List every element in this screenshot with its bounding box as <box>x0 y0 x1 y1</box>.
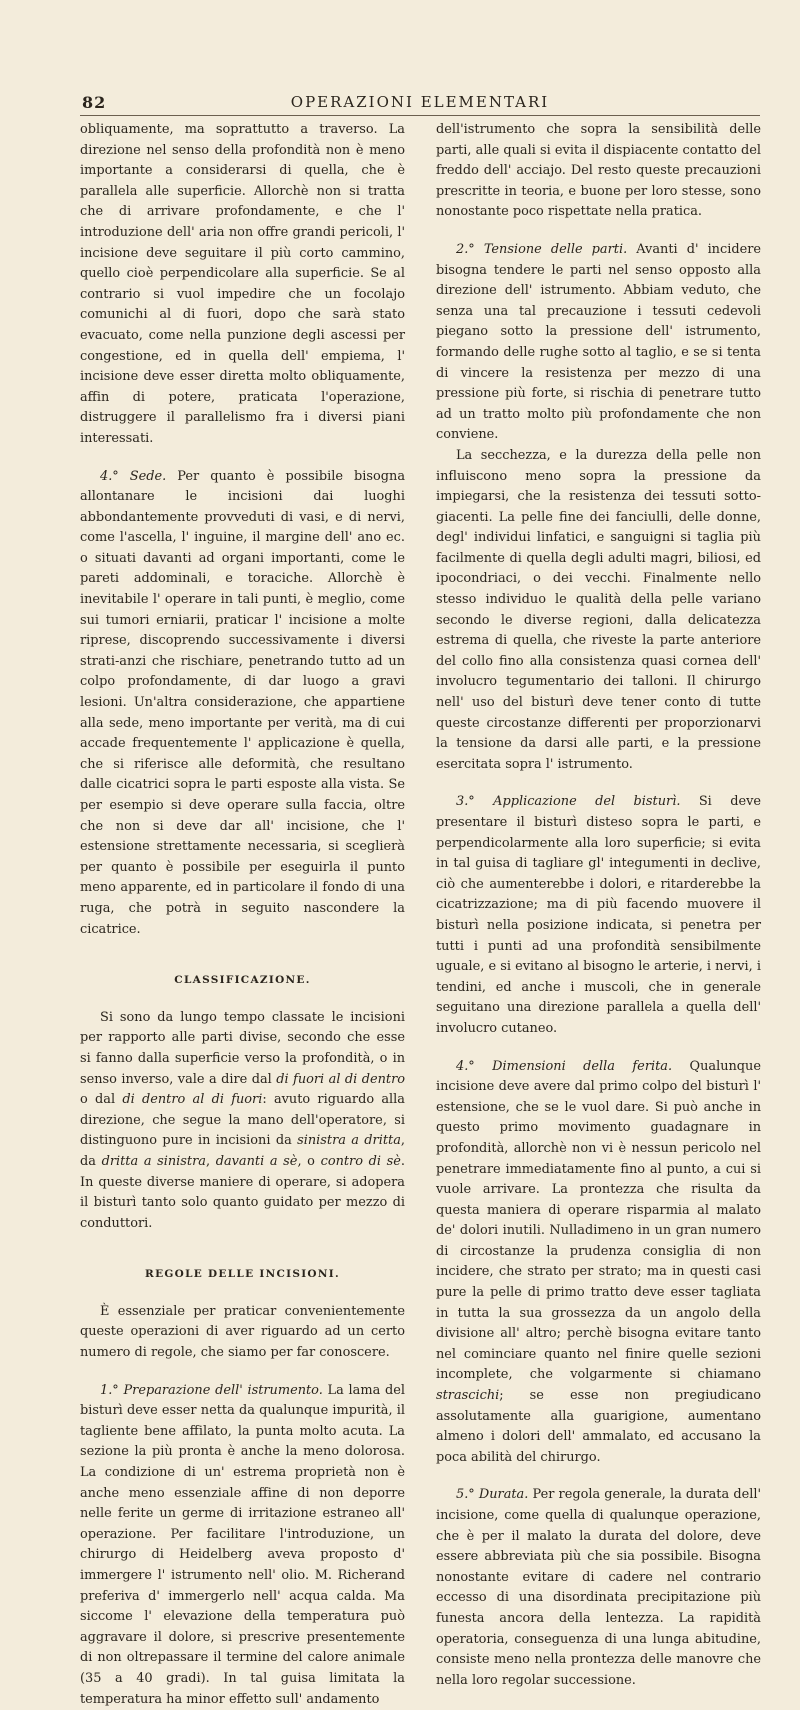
section-label: 3.° Applicazione del bisturì. <box>456 794 681 810</box>
page-number: 82 <box>82 93 107 112</box>
paragraph: 2.° Tensione delle parti. Avanti d' incidere bisogna tendere le parti nel senso opposto alla direzione dell' istrumento. Abbiam veduto, che senza una tal precauzione i tessuti cedevoli piegano sotto la pressione dell' istrumento, formando delle rughe sotto al taglio, e se si tenta di vincere la resistenza per mezzo di una pressione più forte, si rischia di penetrare tutto ad un tratto molto più profondamente che non conviene. <box>436 241 762 443</box>
right-column <box>436 120 761 1691</box>
section-label: 5.° Durata. <box>456 1487 529 1503</box>
paragraph: obliquamente, ma soprattutto a traverso. La direzione nel senso della profondità non è meno importante a considerarsi di quella, che è parallela alle superficie. Allorchè non si tratta che di arrivare profondamente, e che l' introduzione dell' aria non offre grandi pericoli, l' incisione deve seguitare il più corto cammino, quello cioè perpendicolare alla superficie. Se al contrario si vuol impedire che un focolajo comunichi al di fuori, dopo che sarà stato evacuato, come nella punzione degli ascessi per congestione, ed in quella dell' empiema, l' incisione deve esser diretta molto obliquamente, affin di potere, praticata l'operazione, distruggere il parallelismo fra i diversi piani interessati. <box>80 122 405 446</box>
section-label: 4.° Sede. <box>100 468 167 484</box>
paragraph: 4.° Sede. Per quanto è possibile bisogna allontanare le incisioni dai luoghi abbondantemente provveduti di vasi, e di nervi, come l'ascella, l' inguine, il margine dell' ano ec. o situati davanti ad organi importanti, come le pareti addominali, e toraciche. Allorchè è inevitabile l' operare in tali punti, è meglio, come sui tumori erniarii, praticar l' incisione a molte riprese, discoprendo successivamente i diversi strati-anzi che rischiare, penetrando tutto ad un colpo profondamente, di dar luogo a gravi lesioni. Un'altra considerazione, che appartiene alla sede, meno importante per verità, ma di cui accade frequentemente l' applicazione è quella, che si riferisce alle deformità, che resultano dalle cicatrici sopra le parti esposte alla vista. Se per esempio si deve operare sulla faccia, oltre che non si deve dar all' incisione, che l' estensione strettamente necessaria, si sceglierà per quanto è possibile per eseguirla il punto meno apparente, ed in particolare il fondo di una ruga, che potrà in seguito nascondere la cicatrice. <box>80 468 406 937</box>
paragraph: La secchezza, e la durezza della pelle non influiscono meno sopra la pressione da impiegarsi, che la resistenza dei tessuti sotto-giacenti. La pelle fine dei fanciulli, delle donne, degl' individui linfatici, e sanguigni si taglia più facilmente di quella degli adulti magri, biliosi, ed ipocondriaci, o dei vecchi. Finalmente nello stesso individuo le qualità della pelle variano secondo le diverse regioni, dalla delicatezza estrema di quella, che riveste la parte anteriore del collo fino alla consistenza quasi cornea dell' involucro tegumentario dei talloni. Il chirurgo nell' uso del bisturì deve tener conto di tutte queste circostanze differenti per proporzionarvi la tensione da darsi alle parti, e la pressione esercitata sopra l' istrumento. <box>436 447 761 772</box>
section-label: 2.° Tensione delle parti. <box>456 241 628 257</box>
page-header <box>80 93 760 116</box>
section-heading: CLASSIFICAZIONE. <box>174 974 311 987</box>
paragraph: È essenziale per praticar convenientemente queste operazioni di aver riguardo ad un certo numero di regole, che siamo per far conoscere. <box>80 1303 405 1361</box>
paragraph: 1.° Preparazione dell' istrumento. La lama del bisturì deve esser netta da qualunque impurità, il tagliente bene affilato, la punta molto acuta. La sezione la più pronta è anche la meno dolorosa. La condizione di un' estrema proprietà non è anche meno essenziale affine di non deporre nelle ferite un germe di irritazione estraneo all' operazione. Per facilitare l'introduzione, un chirurgo di Heidelberg aveva proposto d' immergere l' istrumento nell' olio. M. Richerand preferiva d' immergerlo nell' acqua calda. Ma siccome l' elevazione della temperatura può aggravare il dolore, si prescrive presentemente di non oltrepassare il termine del calore animale (35 a 40 gradi). In tal guisa limitata la temperatura ha minor effetto sull' andamento <box>80 1382 405 1707</box>
left-column <box>80 120 405 1710</box>
section-label: 4.° Dimensioni della ferita. <box>456 1058 673 1074</box>
paragraph: 3.° Applicazione del bisturì. Si deve presentare il bisturì disteso sopra le parti, e perpendicolarmente alla loro superficie; si evita in tal guisa di tagliare gl' integumenti in declive, ciò che aumenterebbe i dolori, e ritarderebbe la cicatrizzazione; ma di più facendo muovere il bisturì nella posizione indicata, si penetra per tutti i punti ad una profondità sensibilmente uguale, e si evitano al bisogno le arterie, i nervi, i tendini, ed anche i muscoli, che in generale seguitano una direzione parallela a quella dell' involucro cutaneo. <box>436 794 761 1036</box>
paragraph: 5.° Durata. Per regola generale, la durata dell' incisione, come quella di qualunque operazione, che è per il malato la durata del dolore, deve essere abbreviata più che sia possibile. Bisogna nonostante evitare di cadere nel contrario eccesso di una disordinata precipitazione più funesta ancora della lentezza. La rapidità operatoria, conseguenza di una lunga abitudine, consiste meno nella prontezza delle manovre che nella loro regolar successione. <box>436 1487 761 1688</box>
section-label: 1.° Preparazione dell' istrumento. <box>100 1382 323 1398</box>
paragraph: Si sono da lungo tempo classate le incisioni per rapporto alle parti divise, secondo che esse si fanno dalla superficie verso la profondità, o in senso inverso, vale a dire dal di fuori al di dentro o dal di dentro al di fuori: avuto riguardo alla direzione, che segue la mano dell'operatore, si distinguono pure in incisioni da sinistra a dritta, da dritta a sinistra, davanti a sè, o contro di sè. In queste diverse maniere di operare, si adopera il bisturì tanto solo quanto guidato per mezzo di conduttori. <box>80 1009 405 1231</box>
section-heading: REGOLE DELLE INCISIONI. <box>145 1268 340 1281</box>
paragraph: dell'istrumento che sopra la sensibilità delle parti, alle quali si evita il dispiacente contatto del freddo dell' acciajo. Del resto queste precauzioni prescritte in teoria, e buone per loro stesse, sono nonostante poco rispettate nella pratica. <box>436 122 761 220</box>
paragraph: 4.° Dimensioni della ferita. Qualunque incisione deve avere dal primo colpo del bisturì l' estensione, che se le vuol dare. Si può anche in questo primo movimento guadagnare in profondità, allorchè non vi è nessun pericolo nel penetrare immediatamente fino al punto, a cui si vuole arrivare. La prontezza che risulta da questa maniera di operare risparmia al malato de' dolori inutili. Nulladimeno in un gran numero di circostanze la prudenza consiglia di non incidere, che strato per strato; ma in questi casi pure la pelle di primo tratto deve esser tagliata in tutta la sua grossezza da un angolo della divisione all' altro; perchè bisogna evitare tanto nel cominciare quanto nel finire quelle sezioni incomplete, che volgarmente si chiamano strascichi; se esse non pregiudicano assolutamente alla guarigione, aumentano almeno i dolori dell' ammalato, ed accusano la poca abilità del chirurgo. <box>436 1058 761 1465</box>
running-title: OPERAZIONI ELEMENTARI <box>290 93 550 111</box>
